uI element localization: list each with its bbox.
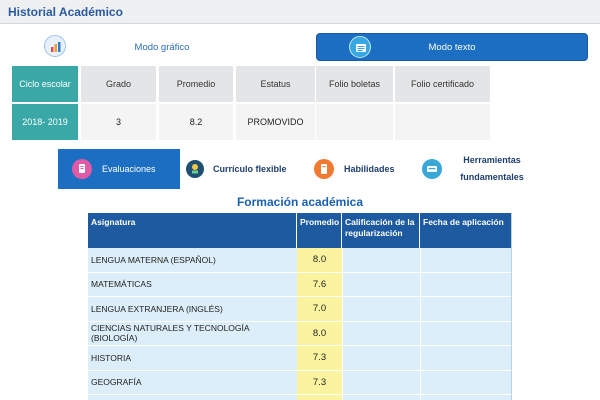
summary-report-folio-value — [316, 104, 393, 140]
regularization-cell — [342, 371, 420, 396]
regularization-cell — [342, 248, 420, 273]
grades-table — [88, 213, 512, 400]
table-row — [88, 395, 512, 400]
summary-status-value: PROMOVIDO — [236, 104, 315, 140]
average-cell: 7.3 — [297, 371, 342, 396]
page-title: Historial Académico — [8, 5, 123, 19]
date-cell — [420, 322, 512, 347]
col-header-average: Promedio — [297, 213, 341, 248]
col-header-date: Fecha de aplicación — [420, 213, 512, 248]
regularization-cell — [342, 346, 420, 371]
summary-header-grade: Grado — [81, 66, 156, 102]
subject-cell: MATEMÁTICAS — [88, 273, 297, 298]
chart-icon — [44, 35, 66, 57]
average-cell: 7.0 — [297, 297, 342, 322]
tab-evaluaciones-label: Evaluaciones — [102, 164, 156, 174]
average-cell: 7.6 — [297, 273, 342, 298]
summary-header-status: Estatus — [236, 66, 315, 102]
table-row — [88, 322, 512, 347]
summary-certificate-folio-value — [395, 104, 490, 140]
date-cell — [420, 273, 512, 298]
herramientas-icon — [422, 159, 442, 179]
text-mode-label: Modo texto — [428, 41, 476, 53]
table-row — [88, 297, 512, 322]
regularization-cell — [342, 395, 420, 400]
section-title: Formación académica — [236, 195, 364, 209]
regularization-cell — [342, 297, 420, 322]
average-cell — [297, 395, 342, 400]
tab-herramientas[interactable] — [422, 149, 542, 189]
average-cell: 8.0 — [297, 322, 342, 347]
subject-cell: GEOGRAFÍA — [88, 371, 297, 396]
habilidades-icon — [314, 159, 334, 179]
summary-cycle-value: 2018- 2019 — [12, 104, 78, 140]
summary-header-cycle: Ciclo escolar — [12, 66, 78, 102]
date-cell — [420, 297, 512, 322]
graph-mode-button[interactable] — [12, 33, 312, 61]
date-cell — [420, 346, 512, 371]
tab-herramientas-label: Herramientas fundamentales — [460, 154, 524, 182]
subject-cell: LENGUA MATERNA (ESPAÑOL) — [88, 248, 297, 273]
title-bar — [0, 0, 600, 24]
table-row — [88, 248, 512, 273]
average-cell: 8.0 — [297, 248, 342, 273]
date-cell — [420, 371, 512, 396]
table-row — [88, 346, 512, 371]
summary-grade-value: 3 — [81, 104, 156, 140]
subject-cell: CIENCIAS NATURALES Y TECNOLOGÍA (BIOLOGÍA) — [88, 322, 297, 347]
evaluaciones-icon — [72, 159, 92, 179]
summary-header-certificate-folio: Folio certificado — [395, 66, 490, 102]
col-header-subject: Asignatura — [88, 213, 296, 248]
text-mode-button[interactable] — [316, 33, 588, 61]
regularization-cell — [342, 273, 420, 298]
table-row — [88, 273, 512, 298]
curriculo-icon — [186, 160, 204, 178]
date-cell — [420, 248, 512, 273]
graph-mode-label: Modo gráfico — [134, 41, 190, 53]
tab-curriculo-label: Currículo flexible — [213, 164, 287, 174]
mode-switch — [12, 33, 588, 61]
summary-header-report-folio: Folio boletas — [316, 66, 393, 102]
average-cell: 7.3 — [297, 346, 342, 371]
tab-habilidades-label: Habilidades — [344, 164, 395, 174]
subject-cell: HISTORIA — [88, 346, 297, 371]
text-mode-icon — [349, 36, 371, 58]
col-header-regularization: Calificación de la regularización — [342, 213, 419, 248]
tab-curriculo-flexible[interactable] — [186, 149, 304, 189]
table-row — [88, 371, 512, 396]
regularization-cell — [342, 322, 420, 347]
summary-header-average: Promedio — [159, 66, 233, 102]
tab-habilidades[interactable] — [314, 149, 414, 189]
category-tabs — [58, 149, 542, 189]
subject-cell — [88, 395, 297, 400]
tab-evaluaciones[interactable] — [58, 149, 180, 189]
school-year-summary — [12, 66, 490, 140]
date-cell — [420, 395, 512, 400]
subject-cell: LENGUA EXTRANJERA (INGLÉS) — [88, 297, 297, 322]
summary-average-value: 8.2 — [159, 104, 233, 140]
